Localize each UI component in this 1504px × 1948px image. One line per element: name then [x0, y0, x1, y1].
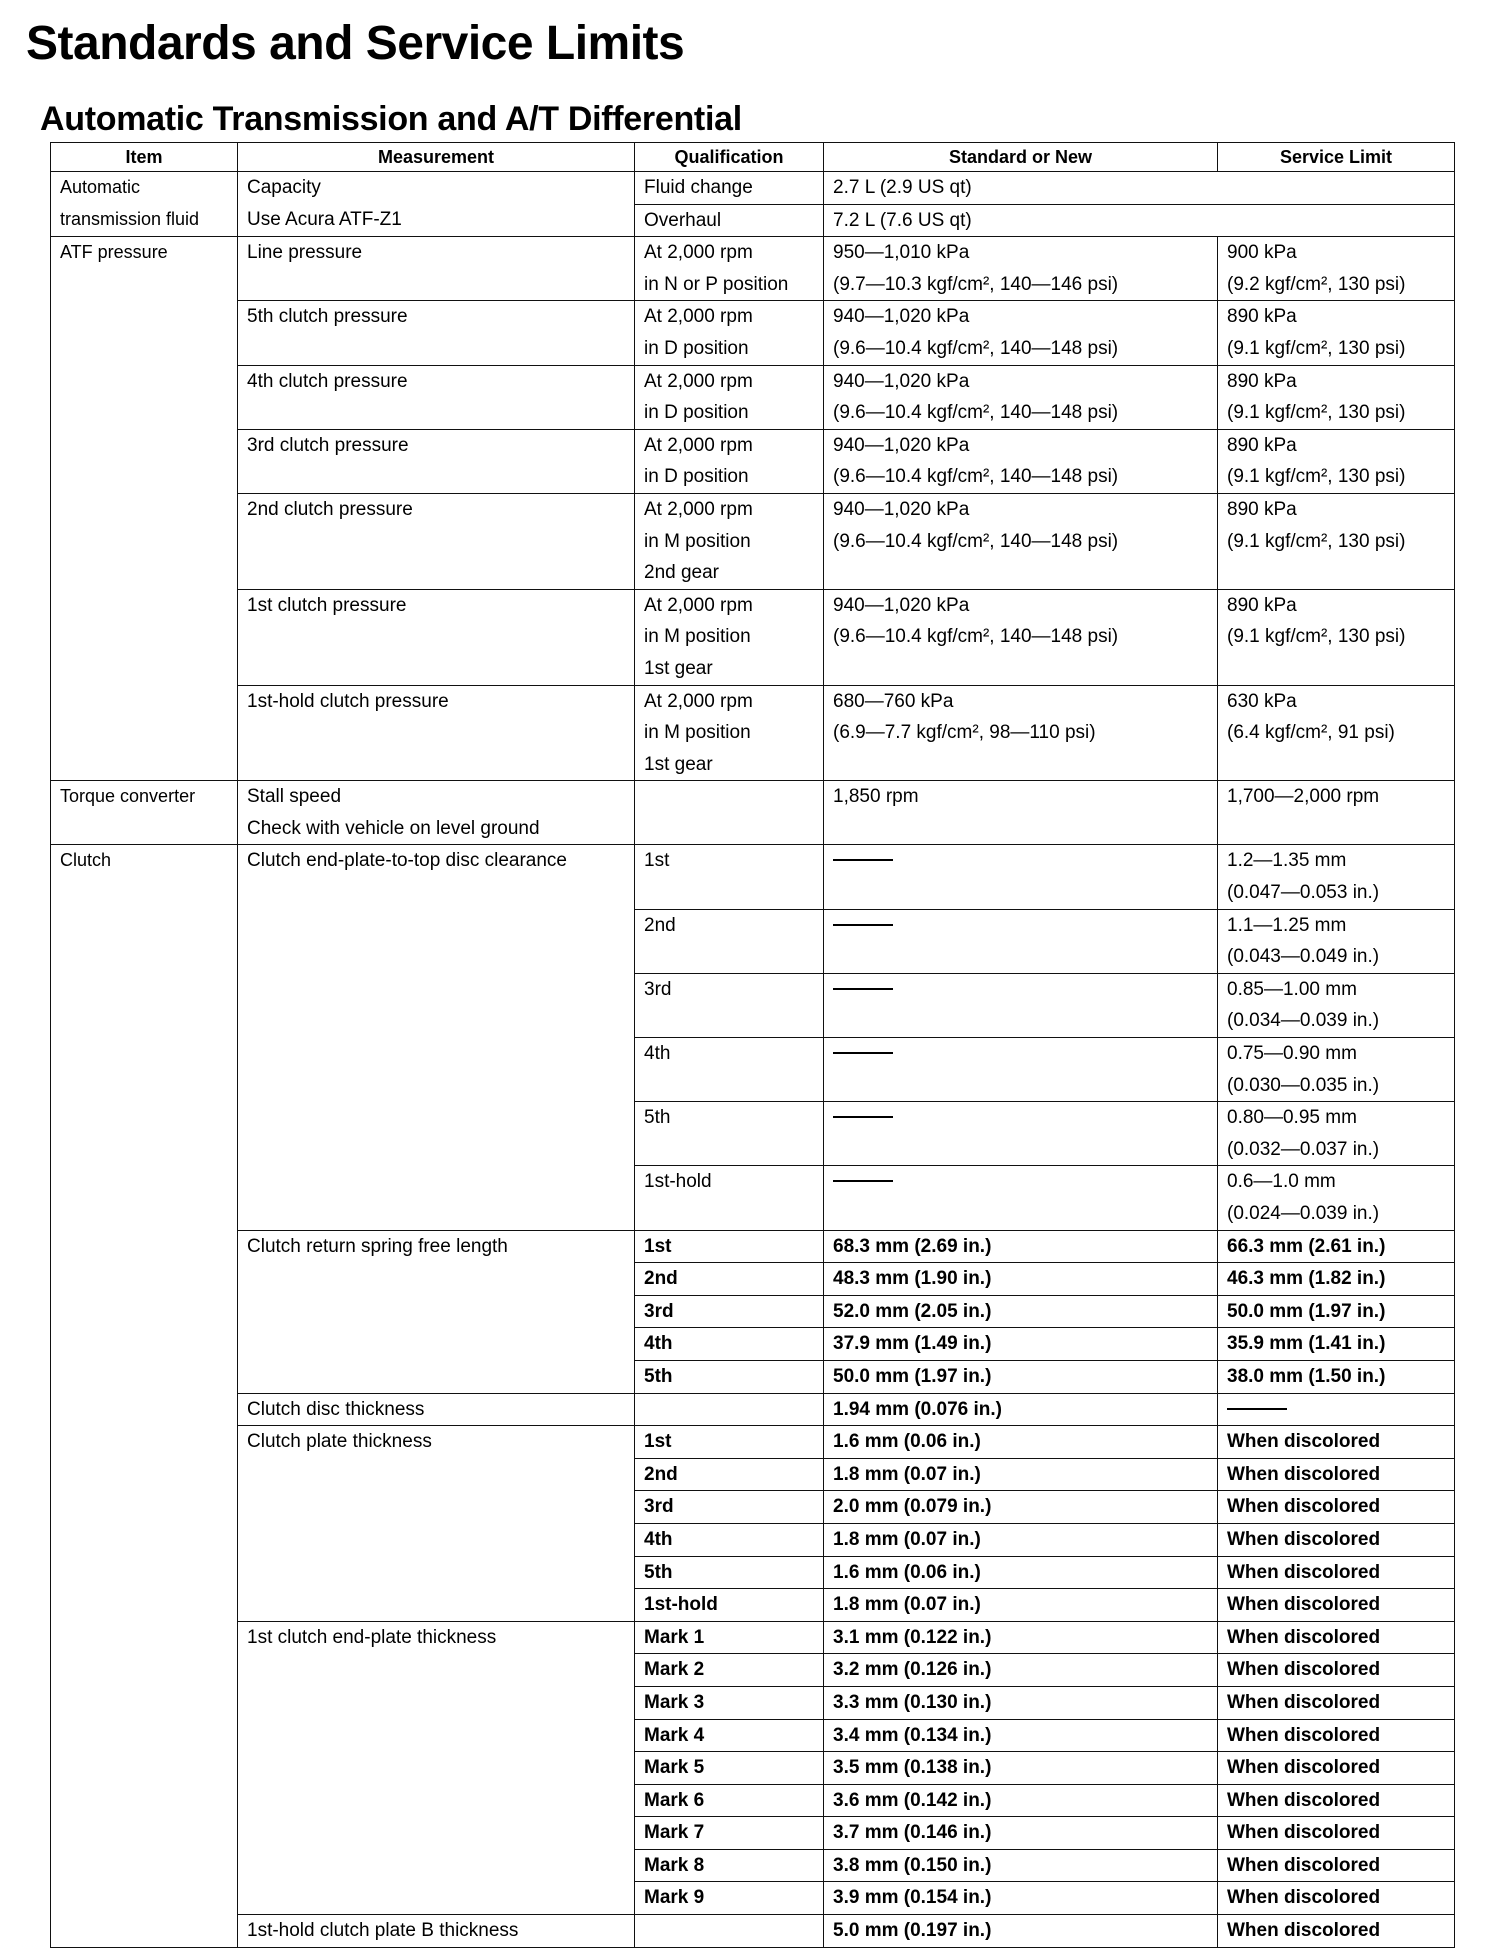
cell-line: (9.6—10.4 kgf/cm², 140—148 psi): [833, 626, 1119, 648]
table-row: [51, 589, 1455, 685]
cell-line: 1.1—1.25 mm: [1227, 914, 1347, 936]
table-row: [51, 1426, 1455, 1459]
cell-line: Stall speed: [247, 786, 342, 808]
standard-cell: [824, 909, 1218, 973]
cell-line: 1st gear: [644, 753, 713, 775]
limit-cell: [1218, 365, 1455, 429]
measurement-cell: 2nd clutch pressure: [238, 493, 635, 589]
standard-cell: 1,850 rpm: [824, 781, 1218, 845]
dash-mark: [833, 924, 893, 926]
standard-cell: 2.0 mm (0.079 in.): [824, 1491, 1218, 1524]
standard-cell: 3.5 mm (0.138 in.): [824, 1752, 1218, 1785]
qualification-cell: [635, 685, 824, 781]
limit-cell: [1218, 973, 1455, 1037]
measurement-cell: Clutch plate thickness: [238, 1426, 635, 1622]
standard-cell: [824, 493, 1218, 589]
qualification-cell: 1st: [635, 1230, 824, 1263]
table-row: [51, 1230, 1455, 1263]
qualification-cell: [635, 781, 824, 845]
standard-cell: 3.2 mm (0.126 in.): [824, 1654, 1218, 1687]
qualification-cell: Mark 1: [635, 1621, 824, 1654]
qualification-cell: 1st: [635, 845, 824, 909]
dash-mark: [833, 988, 893, 990]
cell-line: Check with vehicle on level ground: [247, 817, 540, 839]
table-row: [51, 1621, 1455, 1654]
cell-line: 940—1,020 kPa: [833, 594, 970, 616]
limit-cell: When discolored: [1218, 1458, 1455, 1491]
cell-line: transmission fluid: [60, 208, 200, 229]
limit-cell: 46.3 mm (1.82 in.): [1218, 1263, 1455, 1296]
measurement-cell: Clutch return spring free length: [238, 1230, 635, 1393]
standard-cell: 48.3 mm (1.90 in.): [824, 1263, 1218, 1296]
cell-line: At 2,000 rpm: [644, 434, 753, 456]
standard-cell: [824, 685, 1218, 781]
measurement-cell: 3rd clutch pressure: [238, 429, 635, 493]
table-row: [51, 1393, 1455, 1426]
page-title: Standards and Service Limits: [26, 17, 685, 70]
cell-line: (9.1 kgf/cm², 130 psi): [1227, 337, 1406, 359]
measurement-cell: 1st-hold clutch plate B thickness: [238, 1915, 635, 1948]
cell-line: (0.024—0.039 in.): [1227, 1203, 1380, 1224]
standard-cell: 1.6 mm (0.06 in.): [824, 1556, 1218, 1589]
measurement-cell: Clutch end-plate-to-top disc clearance: [238, 845, 635, 1230]
table-row: [51, 365, 1455, 429]
standard-cell: 2.7 L (2.9 US qt): [824, 172, 1455, 205]
standard-cell: 1.8 mm (0.07 in.): [824, 1523, 1218, 1556]
standard-cell: [824, 365, 1218, 429]
standard-cell: [824, 301, 1218, 365]
cell-line: (9.6—10.4 kgf/cm², 140—148 psi): [833, 337, 1119, 359]
qualification-cell: 2nd: [635, 1458, 824, 1491]
header-qualification: Qualification: [635, 143, 824, 172]
cell-line: (0.034—0.039 in.): [1227, 1010, 1380, 1032]
standard-cell: [824, 1102, 1218, 1166]
table-row: [51, 685, 1455, 781]
cell-line: 0.80—0.95 mm: [1227, 1107, 1357, 1129]
table-row: [51, 781, 1455, 845]
dash-mark: [833, 1180, 893, 1182]
table-header-row: [51, 143, 1455, 172]
standard-cell: 3.7 mm (0.146 in.): [824, 1817, 1218, 1850]
qualification-cell: 3rd: [635, 1491, 824, 1524]
section-title: Automatic Transmission and A/T Differential: [40, 100, 742, 138]
limit-cell: 35.9 mm (1.41 in.): [1218, 1328, 1455, 1361]
cell-line: 0.75—0.90 mm: [1227, 1043, 1357, 1065]
qualification-cell: 4th: [635, 1523, 824, 1556]
cell-line: (0.030—0.035 in.): [1227, 1074, 1380, 1096]
standard-cell: 68.3 mm (2.69 in.): [824, 1230, 1218, 1263]
cell-line: 940—1,020 kPa: [833, 370, 970, 392]
measurement-cell: 1st clutch pressure: [238, 589, 635, 685]
limit-cell: When discolored: [1218, 1491, 1455, 1524]
qualification-cell: 3rd: [635, 973, 824, 1037]
standard-cell: 3.1 mm (0.122 in.): [824, 1621, 1218, 1654]
limit-cell: When discolored: [1218, 1784, 1455, 1817]
header-measurement: Measurement: [238, 143, 635, 172]
cell-line: 940—1,020 kPa: [833, 434, 970, 456]
qualification-cell: Mark 8: [635, 1849, 824, 1882]
cell-line: 890 kPa: [1227, 370, 1297, 392]
qualification-cell: 4th: [635, 1038, 824, 1102]
cell-line: Automatic: [60, 177, 141, 197]
cell-line: 680—760 kPa: [833, 690, 954, 712]
item-cell: Torque converter: [51, 781, 238, 845]
cell-line: At 2,000 rpm: [644, 498, 753, 520]
cell-line: 950—1,010 kPa: [833, 242, 970, 264]
cell-line: (0.032—0.037 in.): [1227, 1138, 1380, 1160]
table-row: [51, 1915, 1455, 1948]
limit-cell: [1218, 685, 1455, 781]
measurement-cell: Clutch disc thickness: [238, 1393, 635, 1426]
standard-cell: [824, 1166, 1218, 1230]
standard-cell: 37.9 mm (1.49 in.): [824, 1328, 1218, 1361]
cell-line: At 2,000 rpm: [644, 594, 753, 616]
qualification-cell: Mark 3: [635, 1686, 824, 1719]
cell-line: (9.1 kgf/cm², 130 psi): [1227, 530, 1406, 552]
standard-cell: [824, 1038, 1218, 1102]
cell-line: 630 kPa: [1227, 690, 1297, 712]
limit-cell: [1218, 909, 1455, 973]
standard-cell: 50.0 mm (1.97 in.): [824, 1360, 1218, 1393]
limit-cell: When discolored: [1218, 1686, 1455, 1719]
standard-cell: 3.9 mm (0.154 in.): [824, 1882, 1218, 1915]
table-row: [51, 845, 1455, 909]
cell-line: 0.85—1.00 mm: [1227, 978, 1357, 1000]
measurement-cell: Line pressure: [238, 237, 635, 301]
qualification-cell: [635, 237, 824, 301]
qualification-cell: Overhaul: [635, 204, 824, 237]
qualification-cell: Mark 9: [635, 1882, 824, 1915]
limit-cell: When discolored: [1218, 1915, 1455, 1948]
standard-cell: [824, 973, 1218, 1037]
dash-mark: [833, 1116, 893, 1118]
measurement-cell: 1st clutch end-plate thickness: [238, 1621, 635, 1914]
qualification-cell: 1st: [635, 1426, 824, 1459]
cell-line: 900 kPa: [1227, 242, 1297, 264]
limit-cell: 38.0 mm (1.50 in.): [1218, 1360, 1455, 1393]
cell-line: (9.1 kgf/cm², 130 psi): [1227, 626, 1406, 648]
limit-cell: [1218, 429, 1455, 493]
cell-line: in M position: [644, 626, 751, 648]
item-cell: Clutch: [51, 845, 238, 1947]
header-limit: Service Limit: [1218, 143, 1455, 172]
qualification-cell: 2nd: [635, 1263, 824, 1296]
standard-cell: 7.2 L (7.6 US qt): [824, 204, 1455, 237]
cell-line: At 2,000 rpm: [644, 690, 753, 712]
cell-line: 940—1,020 kPa: [833, 498, 970, 520]
cell-line: Capacity: [247, 177, 321, 198]
spec-table: [50, 142, 1455, 1948]
cell-line: (6.4 kgf/cm², 91 psi): [1227, 722, 1395, 744]
cell-line: in D position: [644, 337, 749, 359]
table-row: [51, 493, 1455, 589]
qualification-cell: [635, 493, 824, 589]
dash-mark: [833, 859, 893, 861]
header-standard: Standard or New: [824, 143, 1218, 172]
limit-cell: When discolored: [1218, 1817, 1455, 1850]
cell-line: (9.7—10.3 kgf/cm², 140—146 psi): [833, 273, 1119, 295]
measurement-cell: 4th clutch pressure: [238, 365, 635, 429]
cell-line: (9.2 kgf/cm², 130 psi): [1227, 273, 1406, 295]
limit-cell: When discolored: [1218, 1752, 1455, 1785]
cell-line: in M position: [644, 530, 751, 552]
limit-cell: When discolored: [1218, 1426, 1455, 1459]
cell-line: 0.6—1.0 mm: [1227, 1171, 1336, 1193]
qualification-cell: 4th: [635, 1328, 824, 1361]
standard-cell: 52.0 mm (2.05 in.): [824, 1295, 1218, 1328]
cell-line: (0.043—0.049 in.): [1227, 946, 1380, 968]
spec-body: [51, 172, 1455, 1948]
limit-cell: When discolored: [1218, 1882, 1455, 1915]
limit-cell: When discolored: [1218, 1523, 1455, 1556]
qualification-cell: Mark 2: [635, 1654, 824, 1687]
limit-cell: When discolored: [1218, 1849, 1455, 1882]
limit-cell: [1218, 493, 1455, 589]
limit-cell: When discolored: [1218, 1621, 1455, 1654]
qualification-cell: 3rd: [635, 1295, 824, 1328]
qualification-cell: Fluid change: [635, 172, 824, 205]
limit-cell: When discolored: [1218, 1556, 1455, 1589]
measurement-cell: 5th clutch pressure: [238, 301, 635, 365]
dash-mark: [1227, 1408, 1287, 1410]
qualification-cell: [635, 1393, 824, 1426]
cell-line: 1st gear: [644, 657, 713, 679]
measurement-cell: [238, 172, 635, 237]
limit-cell: When discolored: [1218, 1719, 1455, 1752]
qualification-cell: Mark 7: [635, 1817, 824, 1850]
cell-line: in D position: [644, 466, 749, 488]
cell-line: At 2,000 rpm: [644, 242, 753, 264]
limit-cell: 66.3 mm (2.61 in.): [1218, 1230, 1455, 1263]
limit-cell: When discolored: [1218, 1589, 1455, 1622]
standard-cell: 5.0 mm (0.197 in.): [824, 1915, 1218, 1948]
cell-line: (6.9—7.7 kgf/cm², 98—110 psi): [833, 722, 1096, 744]
standard-cell: 1.8 mm (0.07 in.): [824, 1458, 1218, 1491]
cell-line: (9.1 kgf/cm², 130 psi): [1227, 402, 1406, 424]
standard-cell: [824, 845, 1218, 909]
limit-cell: [1218, 1102, 1455, 1166]
limit-cell: [1218, 845, 1455, 909]
qualification-cell: [635, 1915, 824, 1948]
qualification-cell: Mark 4: [635, 1719, 824, 1752]
cell-line: in N or P position: [644, 273, 789, 295]
qualification-cell: Mark 6: [635, 1784, 824, 1817]
dash-mark: [833, 1052, 893, 1054]
cell-line: (9.1 kgf/cm², 130 psi): [1227, 466, 1406, 488]
measurement-cell: 1st-hold clutch pressure: [238, 685, 635, 781]
standard-cell: 1.6 mm (0.06 in.): [824, 1426, 1218, 1459]
standard-cell: 1.94 mm (0.076 in.): [824, 1393, 1218, 1426]
standard-cell: [824, 589, 1218, 685]
standard-cell: [824, 237, 1218, 301]
qualification-cell: 2nd: [635, 909, 824, 973]
qualification-cell: 5th: [635, 1102, 824, 1166]
cell-line: At 2,000 rpm: [644, 306, 753, 328]
limit-cell: 1,700—2,000 rpm: [1218, 781, 1455, 845]
cell-line: 2nd gear: [644, 562, 720, 584]
qualification-cell: 1st-hold: [635, 1589, 824, 1622]
limit-cell: [1218, 1393, 1455, 1426]
limit-cell: When discolored: [1218, 1654, 1455, 1687]
cell-line: 1.2—1.35 mm: [1227, 850, 1347, 872]
cell-line: (9.6—10.4 kgf/cm², 140—148 psi): [833, 530, 1119, 552]
limit-cell: [1218, 1038, 1455, 1102]
cell-line: 940—1,020 kPa: [833, 306, 970, 328]
table-row: [51, 172, 1455, 205]
table-row: [51, 237, 1455, 301]
cell-line: Use Acura ATF-Z1: [247, 208, 402, 230]
qualification-cell: [635, 429, 824, 493]
cell-line: 890 kPa: [1227, 498, 1297, 520]
qualification-cell: 5th: [635, 1360, 824, 1393]
limit-cell: [1218, 237, 1455, 301]
cell-line: (9.6—10.4 kgf/cm², 140—148 psi): [833, 402, 1119, 424]
qualification-cell: Mark 5: [635, 1752, 824, 1785]
limit-cell: [1218, 589, 1455, 685]
cell-line: 890 kPa: [1227, 306, 1297, 328]
standard-cell: 3.6 mm (0.142 in.): [824, 1784, 1218, 1817]
qualification-cell: [635, 365, 824, 429]
standard-cell: 3.8 mm (0.150 in.): [824, 1849, 1218, 1882]
header-item: Item: [51, 143, 238, 172]
standard-cell: [824, 429, 1218, 493]
limit-cell: [1218, 1166, 1455, 1230]
table-row: [51, 301, 1455, 365]
cell-line: (9.6—10.4 kgf/cm², 140—148 psi): [833, 466, 1119, 488]
table-row: [51, 429, 1455, 493]
limit-cell: 50.0 mm (1.97 in.): [1218, 1295, 1455, 1328]
cell-line: At 2,000 rpm: [644, 370, 753, 392]
qualification-cell: [635, 589, 824, 685]
standard-cell: 1.8 mm (0.07 in.): [824, 1589, 1218, 1622]
standard-cell: 3.4 mm (0.134 in.): [824, 1719, 1218, 1752]
cell-line: 890 kPa: [1227, 594, 1297, 616]
cell-line: in D position: [644, 402, 749, 424]
item-cell: ATF pressure: [51, 237, 238, 781]
item-cell: [51, 172, 238, 237]
qualification-cell: 5th: [635, 1556, 824, 1589]
cell-line: (0.047—0.053 in.): [1227, 882, 1380, 904]
standard-cell: 3.3 mm (0.130 in.): [824, 1686, 1218, 1719]
cell-line: in M position: [644, 722, 751, 744]
qualification-cell: 1st-hold: [635, 1166, 824, 1230]
cell-line: 890 kPa: [1227, 434, 1297, 456]
measurement-cell: [238, 781, 635, 845]
qualification-cell: [635, 301, 824, 365]
limit-cell: [1218, 301, 1455, 365]
